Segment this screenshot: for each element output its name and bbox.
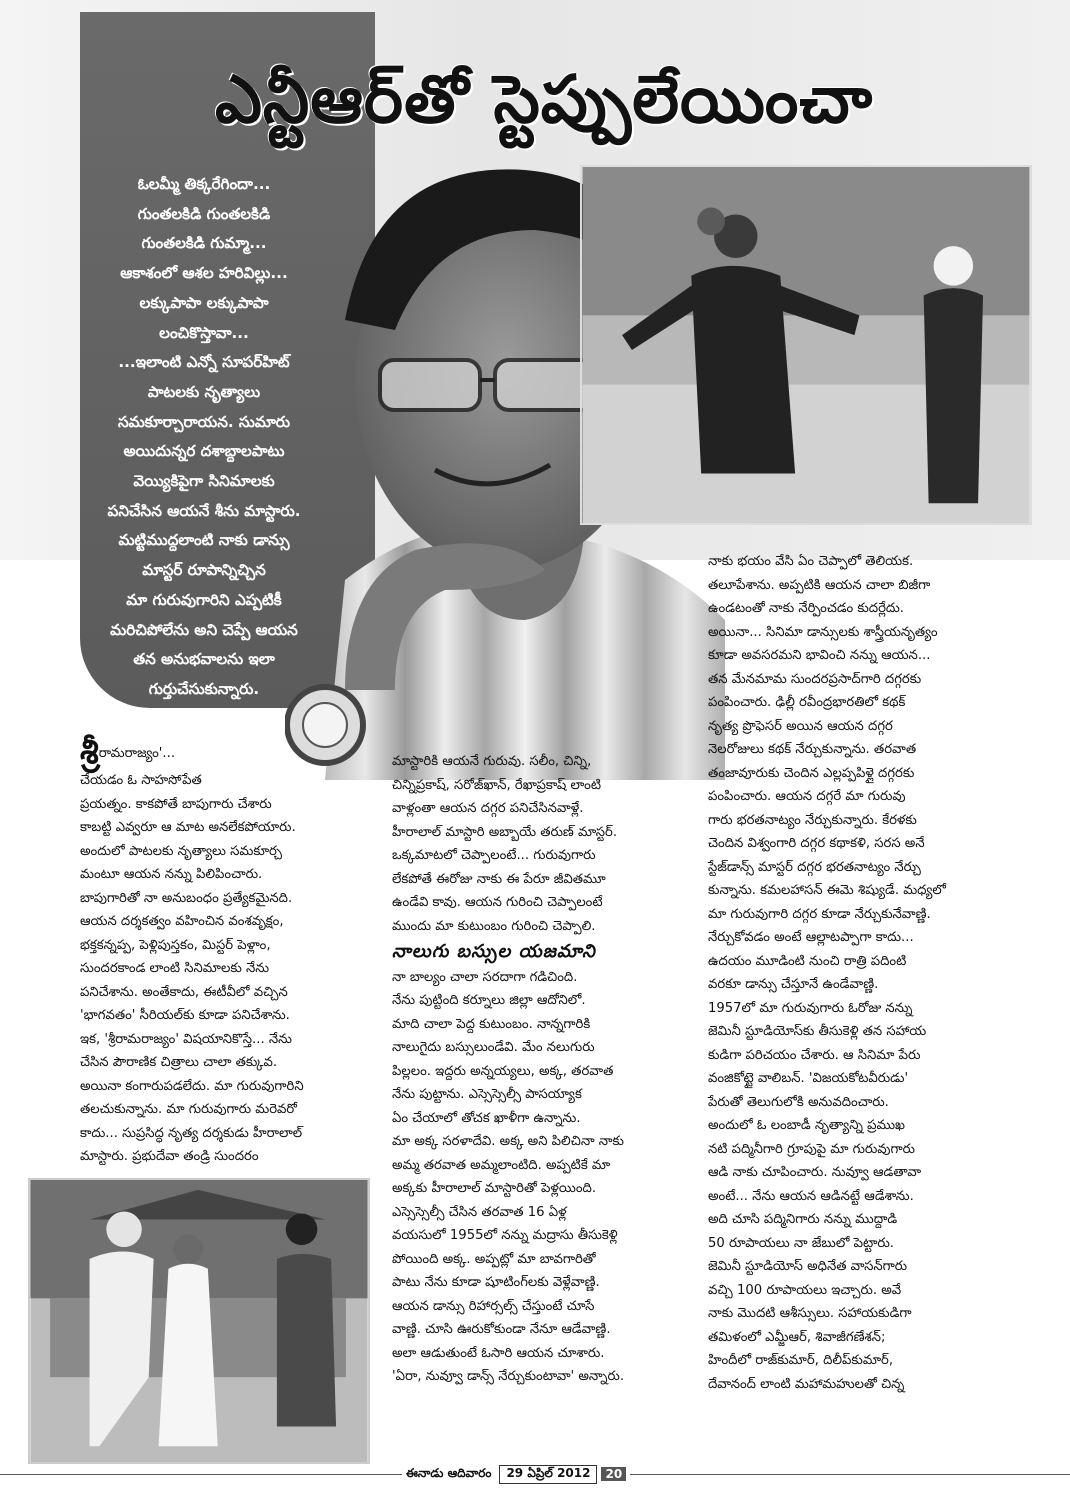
body-line: పేరుతో తెలుగులోకి అనువదించారు. [708, 1094, 889, 1110]
intro-line: లక్కుపాపా లక్కుపాపా [139, 293, 269, 312]
body-line: 50 రూపాయలు నా జేబులో పెట్టారు. [708, 1235, 894, 1251]
body-line: అందులో ఓ లంబాడీ నృత్యాన్ని ప్రముఖ [708, 1118, 906, 1133]
body-line: 1957లో మా గురువుగారు ఓరోజు నన్ను [708, 1000, 913, 1016]
body-line: భక్తకన్నప్ప, పెళ్లిపుస్తకం, మిస్టర్ పెళ్లాం, [80, 937, 271, 953]
body-line: మా గురువుగారి దగ్గర కూడా నేర్చుకునేవాణ్ణి. [708, 906, 931, 922]
body-line: అందులో పాటలకు నృత్యాలు సమకూర్చ [80, 843, 282, 859]
body-line: మాస్టారు. ప్రభుదేవా తండ్రి సుందరం [80, 1149, 259, 1164]
body-line: పోయింది అక్క. అప్పట్లో మా బావగారితో [392, 1251, 596, 1267]
body-line: 'ఏరా, నువ్వూ డాన్స్ నేర్చుకుంటావా' అన్నారు. [392, 1369, 625, 1384]
body-line: గారు భరతనాట్యం నేర్చుకున్నారు. కేరళకు [708, 812, 917, 828]
intro-line: లంచికొస్తావా... [159, 323, 249, 342]
body-line: జెమినీ స్టూడియోస్ అధినేత వాసన్‌గారు [708, 1259, 908, 1274]
body-line: వాణ్ణి. చూసి ఊరుకోకుండా నేనూ ఆడేవాణ్ణి. [392, 1322, 611, 1337]
intro-line: ...ఇలాంటి ఎన్నో సూపర్‌హిట్ [118, 353, 290, 372]
body-line: కూడా అవసరమని భావించి నన్ను ఆయన... [708, 648, 931, 663]
body-line: దేవానంద్ లాంటి మహామహులతో చిన్న [708, 1376, 905, 1392]
intro-line: మట్టిముద్దలాంటి నాకు డాన్సు [118, 531, 290, 550]
body-line: హిందీలో రాజ్‌కుమార్, దిలీప్‌కుమార్, [708, 1353, 894, 1368]
body-line: ఉండేవి కావు. ఆయన గురించి చెప్పాలంటే [392, 895, 603, 910]
body-line: వయసులో 1955లో నన్ను మద్రాసు తీసుకెళ్లి [392, 1228, 618, 1243]
body-line: చిన్నిప్రకాష్, సరోజ్‌ఖాన్, రేఖాప్రకాష్ లాంటి [392, 777, 602, 793]
body-line: ఇక, 'శ్రీరామరాజ్యం' విషయానికొస్తే... నేను [80, 1031, 292, 1047]
body-line: బాపుగారితో నా అనుబంధం ప్రత్యేకమైనది. [80, 890, 293, 906]
article-column-2 [392, 750, 687, 1389]
body-line: ఉండటంతో నాకు నేర్పించడం కుదర్లేదు. [708, 601, 904, 616]
body-line: ఆయన దర్శకత్వం వహించిన వంశవృక్షం, [80, 914, 284, 929]
intro-line: వెయ్యికిపైగా సినిమాలకు [133, 472, 275, 491]
intro-line: ఓలమ్మీ తిక్కరేగిందా... [137, 175, 271, 193]
issue-date: 29 ఏప్రిల్ 2012 [499, 1465, 597, 1484]
body-line: నా బాల్యం చాలా సరదాగా గడిచింది. [392, 969, 578, 985]
body-line: తలచుకున్నాను. మా గురువుగారు మరెవరో [80, 1102, 298, 1117]
body-line: ప్రయత్నం. కాకపోతే బాపుగారు చేశారు [80, 796, 272, 812]
body-line: మాస్టారికి ఆయనే గురువు. సలీం, చిన్ని, [392, 754, 592, 769]
page-title: ఎన్టీఆర్‌తో స్టెప్పులేయించా [215, 61, 874, 138]
intro-line: పాటలకు నృత్యాలు [147, 382, 261, 401]
body-line: పనిచేశాను. అంతేకాదు, ఈటీవీలో వచ్చిన [80, 984, 288, 1000]
body-line: ఆడి నాకు చూపించారు. నువ్వూ ఆడతావా [708, 1165, 922, 1180]
body-line: హీరాలాల్ మాస్టారి అబ్బాయే తరుణ్ మాస్టర్. [392, 824, 618, 840]
intro-line: అయిదున్నర దశాబ్దాలపాటు [123, 442, 285, 461]
body-line: మంటూ ఆయన నన్ను పిలిపించారు. [80, 867, 263, 882]
body-line: పాటు నేను కూడా షూటింగ్‌లకు వెళ్లేవాణ్ణి. [392, 1275, 600, 1290]
body-line: అయినా కంగారుపడలేదు. మా గురువుగారిని [80, 1078, 304, 1094]
body-line: అయినా... సినిమా డాన్సులకు శాస్త్రీయనృత్యం [708, 624, 938, 640]
section-subheading: నాలుగు బస్సుల యజమాని [392, 941, 596, 962]
body-line: ఒక్కమాటలో చెప్పాలంటే... గురువుగారు [392, 848, 596, 863]
intro-line: గుంతలకిడి గుమ్మా... [141, 234, 267, 253]
article-column-3 [708, 550, 1008, 1396]
intro-line: తన అనుభవాలను ఇలా [133, 650, 275, 669]
body-line: వరకూ డాన్సు చేస్తూనే ఉండేవాణ్ణి. [708, 977, 879, 992]
body-line: మా అక్క సరళాదేవి. అక్క అని పిలిచినా నాకు [392, 1134, 624, 1149]
body-line: ఆయన డాన్సు రిహార్సల్స్ చేస్తుంటే చూసే [392, 1298, 595, 1314]
body-line: నేను పుట్టాను. ఎస్సెస్సెల్సీ పాసయ్యాక [392, 1087, 582, 1102]
body-line: కాబట్టి ఎవ్వరూ ఆ మాట అనలేకపోయారు. [80, 820, 296, 835]
intro-line: మా గురువుగారిని ఎప్పటికీ [126, 590, 282, 609]
body-line: నేను పుట్టింది కర్నూలు జిల్లా ఆదోనిలో. [392, 993, 586, 1008]
body-line: పిల్లలం. ఇద్దరు అన్నయ్యలు, అక్క, తరవాత [392, 1063, 614, 1079]
page-footer [402, 1464, 630, 1484]
body-line: ముందు మా కుటుంబం గురించి చెప్పాలి. [392, 918, 596, 934]
body-line: చెందిన విశ్వంగారి దగ్గర కథాకళి, సరస అనే [708, 836, 925, 851]
intro-line: పనిచేసిన ఆయనే శీను మాస్టారు. [107, 501, 301, 520]
body-line: అలా ఆడుతుంటే ఓసారి ఆయన చూశారు. [392, 1345, 605, 1361]
body-line: మాది చాలా పెద్ద కుటుంబం. నాన్నగారికి [392, 1016, 591, 1032]
body-line: కుడిగా పరిచయం చేశారు. ఆ సినిమా పేరు [708, 1047, 921, 1063]
body-line: ఉదయం మూడింటి నుంచి రాత్రి పదింటి [708, 953, 907, 969]
publication-name: ఈనాడు ఆదివారం [406, 1465, 492, 1480]
body-line: నాలుగైదు బస్సులుండేవి. మేం నలుగురు [392, 1040, 595, 1055]
intro-line: మరిచిపోలేను అని చెప్పే ఆయన [110, 620, 298, 639]
body-line: వాళ్లంతా ఆయన దగ్గర పనిచేసినవాళ్లే. [392, 801, 584, 816]
body-line: చేయడం ఓ సాహసోపేత [80, 773, 202, 788]
intro-line: గుంతలకిడి గుంతలకిడి [137, 204, 271, 223]
body-line: కాదు... సుప్రసిద్ధ నృత్య దర్శకుడు హీరాలాల్ [80, 1125, 303, 1141]
intro-line: సమకూర్చారాయన. సుమారు [117, 412, 291, 431]
body-line: ఏం చేయాలో తోచక ఖాళీగా ఉన్నాను. [392, 1110, 581, 1126]
body-line: తంజావూరుకు చెందిన ఎల్లప్పపిళ్లై దగ్గరకు [708, 765, 915, 781]
body-line: కున్నాను. కమలహాసన్ ఈమె శిష్యుడే. మధ్యలో [708, 883, 946, 898]
body-line: నాకు మొదటి ఆశీస్సులు. సహాయకుడిగా [708, 1306, 912, 1321]
body-line: అంటే... నేను ఆయన ఆడినట్టే ఆడేశాను. [708, 1188, 914, 1204]
body-line: నటి పద్మినీగారి గ్రూపుపై మా గురువుగారు [708, 1141, 915, 1157]
body-line: ఎస్సెస్సెల్సీ చేసిన తరవాత 16 ఏళ్ల [392, 1204, 567, 1220]
body-line: నెలరోజులు కథక్ నేర్చుకున్నాను. తరవాత [708, 742, 917, 757]
body-line: జెమినీ స్టూడియోస్‌కు తీసుకెళ్లి తన సహాయ [708, 1024, 927, 1039]
body-line: అది చూసి పద్మినిగారు నన్ను ముద్దాడి [708, 1212, 898, 1227]
body-line: వంజికోట్టై వాలిబన్. 'విజయకోటవీరుడు' [708, 1071, 909, 1086]
article-column-1: శ్రీరామరాజ్యం'... చేయడం ఓ సాహసోపేత ప్రయత్నం. కాకపోతే బాపుగారు చేశారు కాబట్టి ఎవ్వరూ ఆ మాట అనలేకపోయారు. అందులో పాటలకు నృత్యాలు సమకూర్చ మంటూ ఆయన నన్ను పిలిపించారు. బాపుగారితో నా అనుబంధం ప్రత్యేకమైనది. ఆయన దర్శకత్వం వహించిన వంశవృక్షం, భక్తకన్నప్ప, పెళ్లిపుస్తకం, మిస్టర్ పెళ్లాం, సుందరకాండ లాంటి సినిమాలకు నేను పనిచేశాను. అంతేకాదు, ఈటీవీలో వచ్చిన 'భాగవతం' సీరియల్‌కు కూడా పనిచేశాను. ఇక, 'శ్రీరామరాజ్యం' విషయానికొస్తే... నేను చేసిన పౌరాణిక చిత్రాలు చాలా తక్కువ. అయినా కంగారుపడలేదు. మా గురువుగారిని తలచుకున్నాను. మా గురువుగారు మరెవరో కాదు... సుప్రసిద్ధ నృత్య దర్శకుడు హీరాలాల్ మాస్టారు. ప్రభుదేవా తండ్రి సుందరం [80, 735, 370, 1169]
body-line: నేర్చుకోవడం అంటే ఆల్లాటప్పాగా కాదు... [708, 930, 914, 945]
intro-text [96, 170, 312, 705]
body-line: చేసిన పౌరాణిక చిత్రాలు చాలా తక్కువ. [80, 1055, 278, 1070]
body-line: తన మేనమామ సుందరప్రసాద్‌గారి దగ్గరకు [708, 671, 922, 687]
body-line: అక్కకు హీరాలాల్ మాస్టారితో పెళ్లయింది. [392, 1181, 597, 1196]
intro-line: మాస్టర్ రూపాన్నిచ్చిన [142, 561, 266, 580]
body-line: స్టేజ్‌డాన్స్ మాస్టర్ దగ్గర భరతనాట్యం నేర్చు [708, 859, 921, 875]
body-line: అమ్మ తరవాత అమ్మలాంటిది. అప్పటికే మా [392, 1157, 611, 1173]
intro-line: ఆకాశంలో ఆశల హరివిల్లు... [120, 264, 288, 283]
page-number: 20 [601, 1467, 626, 1481]
body-line: 'భాగవతం' సీరియల్‌కు కూడా పనిచేశాను. [80, 1008, 290, 1023]
body-line: సుందరకాండ లాంటి సినిమాలకు నేను [80, 961, 270, 976]
body-line: తలూపేశాను. అప్పటికి ఆయన చాలా బిజీగా [708, 577, 931, 593]
body-line: పంపించారు. ఆయన దగ్గరే మా గురువు [708, 789, 906, 804]
body-line: నృత్య ప్రొఫెసర్ అయిన ఆయన దగ్గర [708, 718, 893, 734]
body-line: తమిళంలో ఎమ్జీఆర్, శివాజీగణేశన్; [708, 1329, 886, 1345]
body-line: లేకపోతే ఈరోజు నాకు ఈ పేరూ జీవితమూ [392, 871, 606, 887]
body-line: పంపించారు. ఢిల్లీ రవీంద్రభారతిలో కథక్ [708, 695, 906, 710]
dance-scene-photo [580, 165, 1032, 525]
drop-cap: శ్రీ [80, 732, 99, 772]
intro-line: గుర్తుచేసుకున్నారు. [148, 679, 260, 698]
costume-scene-photo [28, 1178, 370, 1464]
body-line: నాకు భయం వేసి ఏం చెప్పాలో తెలియక. [708, 554, 914, 569]
body-line: వచ్చి 100 రూపాయలు ఇచ్చారు. అవే [708, 1282, 902, 1298]
